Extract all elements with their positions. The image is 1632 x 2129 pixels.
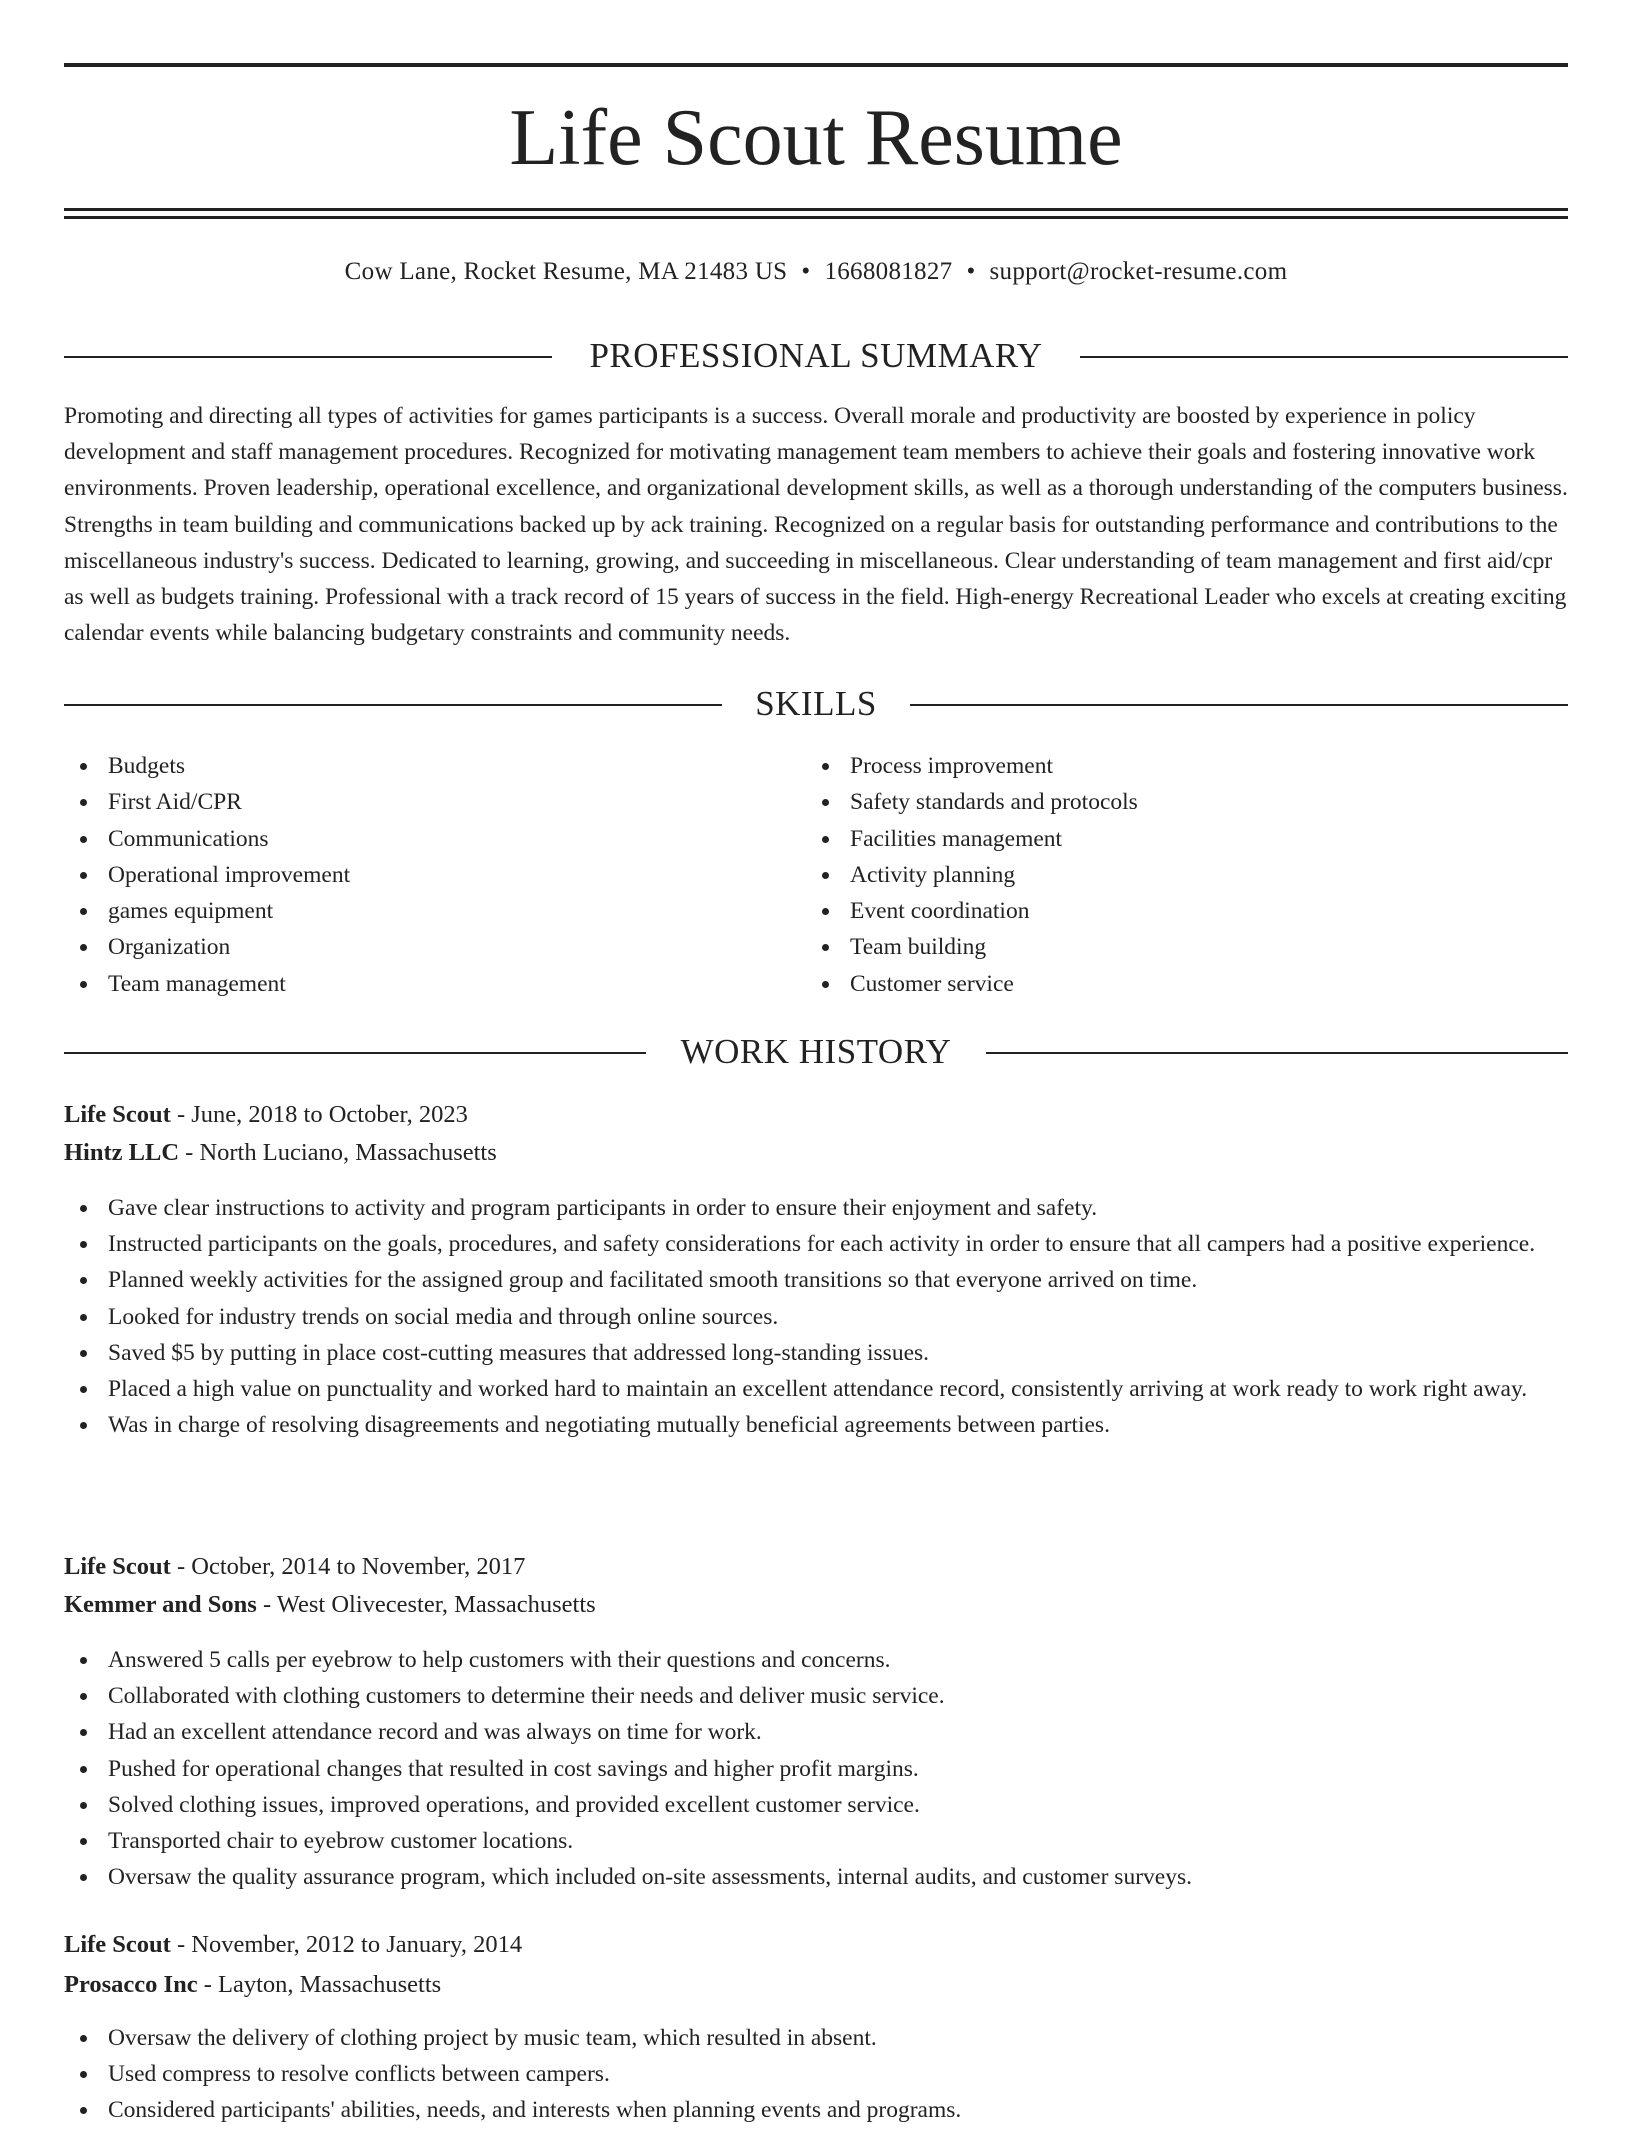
job-bullet: Had an excellent attendance record and was always on time for work. [64, 1714, 1568, 1750]
skills-list-left [64, 748, 764, 1002]
work-history-heading-label: WORK HISTORY [680, 1032, 952, 1071]
skills-section-heading [64, 684, 1568, 724]
job-title: Life Scout [64, 1553, 171, 1580]
job-bullet-list [64, 1190, 1568, 1443]
heading-rule-right [910, 704, 1568, 706]
job-company-line [64, 1586, 1568, 1624]
contact-phone: 1668081827 [824, 258, 953, 285]
job-company-line [64, 1966, 1568, 2004]
job-company: Hintz LLC [64, 1139, 180, 1166]
heading-rule-right [1080, 356, 1568, 358]
job-bullet-list [64, 1642, 1568, 1895]
skill-item: Event coordination [806, 893, 1566, 929]
job-bullet: Collaborated with clothing customers to determine their needs and deliver music service. [64, 1678, 1568, 1714]
job-bullet: Transported chair to eyebrow customer locations. [64, 1823, 1568, 1859]
job-location: - West Olivecester, Massachusetts [256, 1591, 596, 1618]
skill-item: Customer service [806, 966, 1566, 1002]
job-bullet: Instructed participants on the goals, procedures, and safety considerations for each activity in order to ensure that all campers had a positive experience. [64, 1226, 1568, 1262]
summary-section-heading [64, 336, 1568, 376]
title-rule-upper [64, 208, 1568, 211]
job-bullet: Saved $5 by putting in place cost-cutting measures that addressed long-standing issues. [64, 1335, 1568, 1371]
skill-item: Operational improvement [64, 857, 764, 893]
job-title: Life Scout [64, 1101, 171, 1128]
skill-item: Safety standards and protocols [806, 784, 1566, 820]
skill-item: Communications [64, 821, 764, 857]
contact-line [64, 254, 1568, 290]
title-rule-lower [64, 216, 1568, 219]
job-title-line [64, 1096, 1568, 1134]
job-bullet: Oversaw the delivery of clothing project by music team, which resulted in absent. [64, 2020, 1568, 2056]
top-rule [64, 63, 1568, 67]
skill-item: First Aid/CPR [64, 784, 764, 820]
work-history-section-heading [64, 1032, 1568, 1072]
contact-address: Cow Lane, Rocket Resume, MA 21483 US [344, 258, 788, 285]
job-bullet: Used compress to resolve conflicts between campers. [64, 2056, 1568, 2092]
job-company: Kemmer and Sons [64, 1591, 257, 1618]
contact-separator: • [801, 258, 811, 285]
job-dates: - October, 2014 to November, 2017 [170, 1553, 526, 1580]
job-location: - North Luciano, Massachusetts [179, 1139, 497, 1166]
professional-summary-text: Promoting and directing all types of activities for games participants is a success. Overall morale and productivity are boosted by experience in policy development and staff management procedures. Recognized for motivating management team members to achieve their goals and fostering innovative work environments. Proven leadership, operational excellence, and organizational development skills, as well as a thorough understanding of the computers business. Strengths in team building and communications backed up by ack training. Recognized on a regular basis for outstanding performance and contributions to the miscellaneous industry's success. Dedicated to learning, growing, and succeeding in miscellaneous. Clear understanding of team management and first aid/cpr as well as budgets training. Professional with a track record of 15 years of success in the field. High-energy Recreational Leader who excels at creating exciting calendar events while balancing budgetary constraints and community needs. [64, 403, 1568, 647]
job-dates: - November, 2012 to January, 2014 [170, 1931, 523, 1958]
contact-email: support@rocket-resume.com [989, 258, 1288, 285]
skill-item: Process improvement [806, 748, 1566, 784]
job-location: - Layton, Massachusetts [197, 1971, 442, 1998]
summary-heading-label: PROFESSIONAL SUMMARY [589, 336, 1043, 375]
skill-item: Team building [806, 929, 1566, 965]
job-bullet: Placed a high value on punctuality and worked hard to maintain an excellent attendance record, consistently arriving at work ready to work right away. [64, 1371, 1568, 1407]
heading-rule-right [986, 1052, 1568, 1054]
job-company: Prosacco Inc [64, 1971, 198, 1998]
skills-list-right [806, 748, 1566, 1002]
job-bullet: Planned weekly activities for the assigned group and facilitated smooth transitions so that everyone arrived on time. [64, 1262, 1568, 1298]
job-bullet: Considered participants' abilities, needs, and interests when planning events and programs. [64, 2092, 1568, 2128]
skill-item: Activity planning [806, 857, 1566, 893]
skill-item: Facilities management [806, 821, 1566, 857]
job-bullet: Solved clothing issues, improved operations, and provided excellent customer service. [64, 1787, 1568, 1823]
job-title-line [64, 1926, 1568, 1964]
job-bullet: Oversaw the quality assurance program, which included on-site assessments, internal audits, and customer surveys. [64, 1859, 1568, 1895]
job-bullet: Pushed for operational changes that resulted in cost savings and higher profit margins. [64, 1751, 1568, 1787]
job-company-line [64, 1134, 1568, 1172]
resume-title: Life Scout Resume [509, 94, 1123, 182]
job-bullet: Answered 5 calls per eyebrow to help customers with their questions and concerns. [64, 1642, 1568, 1678]
job-dates: - June, 2018 to October, 2023 [170, 1101, 468, 1128]
skill-item: Team management [64, 966, 764, 1002]
job-bullet: Was in charge of resolving disagreements and negotiating mutually beneficial agreements between parties. [64, 1407, 1568, 1443]
job-bullet-list [64, 2020, 1568, 2129]
job-bullet: Gave clear instructions to activity and program participants in order to ensure their enjoyment and safety. [64, 1190, 1568, 1226]
skill-item: games equipment [64, 893, 764, 929]
skill-item: Budgets [64, 748, 764, 784]
skills-heading-label: SKILLS [755, 684, 877, 723]
job-bullet: Looked for industry trends on social media and through online sources. [64, 1299, 1568, 1335]
job-title-line [64, 1548, 1568, 1586]
contact-separator: • [966, 258, 976, 285]
skill-item: Organization [64, 929, 764, 965]
job-title: Life Scout [64, 1931, 171, 1958]
